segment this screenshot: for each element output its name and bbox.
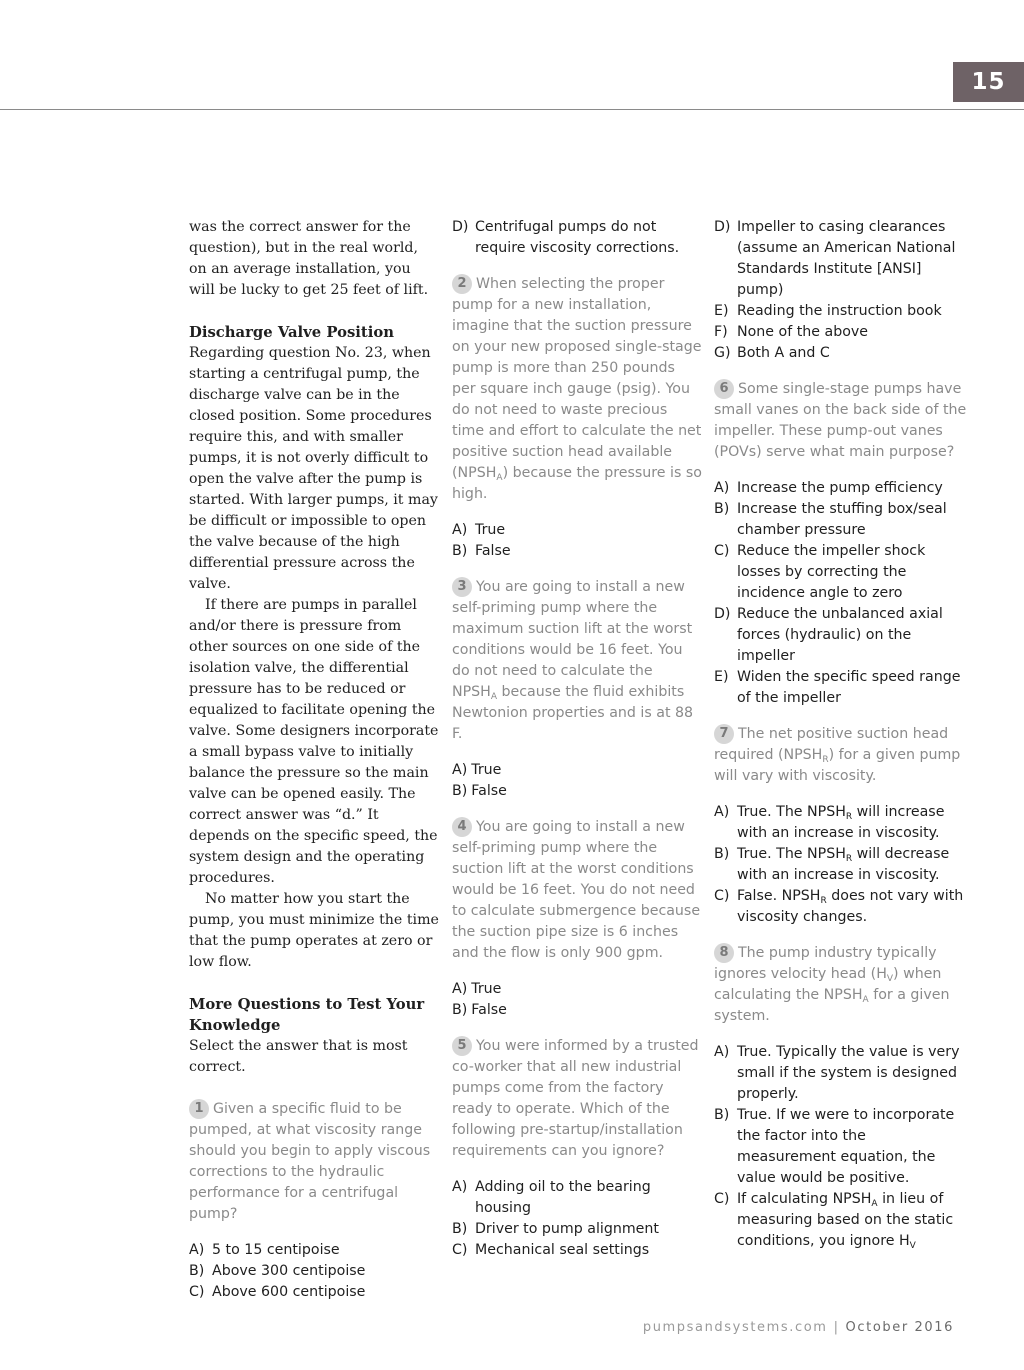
option [714, 217, 969, 301]
question-7 [714, 724, 969, 787]
option-text: Centrifugal pumps do not require viscosity corrections. [475, 219, 680, 256]
subscript: R [845, 812, 853, 822]
option [452, 520, 702, 541]
option-text: Increase the stuffing box/seal chamber pressure [737, 501, 947, 538]
question-number-badge: 7 [714, 724, 734, 744]
question-number-badge: 2 [452, 274, 472, 294]
option-text: Reading the instruction book [737, 303, 942, 319]
column-2 [452, 217, 702, 1261]
option-text: Reduce the unbalanced axial forces (hydraulic) on the impeller [737, 606, 943, 664]
page-footer [600, 1320, 954, 1335]
question-1-options [189, 1240, 439, 1303]
option [452, 1177, 702, 1219]
question-3-options [452, 760, 702, 802]
option-text: 5 to 15 centipoise [212, 1242, 340, 1258]
column-3 [714, 217, 969, 1252]
question-text: ) for a given pump will vary with viscosity. [714, 747, 961, 784]
question-text: You are going to install a new self-priming pump where the maximum suction lift at the worst conditions would be 16 feet. You do not need to calculate the NPSH [452, 579, 693, 700]
option [714, 343, 969, 364]
footer-date: October 2016 [845, 1320, 954, 1335]
option-letter: B) [452, 543, 468, 559]
option-text: Widen the specific speed range of the impeller [737, 669, 961, 706]
option [452, 760, 702, 781]
question-8-options [714, 1042, 969, 1252]
question-text: You are going to install a new self-priming pump where the suction lift at the worst conditions would be 16 feet. You do not need to calculate submergence because the suction pipe size is 6 inches and the flow is only 900 gpm. [452, 819, 701, 961]
option-letter: A) [452, 1179, 468, 1195]
option-text: Above 600 centipoise [212, 1284, 366, 1300]
question-number-badge: 1 [189, 1099, 209, 1119]
subscript: V [886, 974, 894, 984]
option [714, 802, 969, 844]
question-text: Some single-stage pumps have small vanes on the back side of the impeller. These pump-out vanes (POVs) serve what main purpose? [714, 381, 967, 460]
option-letter: C) [714, 543, 730, 559]
option-letter: B) [714, 1107, 730, 1123]
option [452, 781, 702, 802]
option-letter: D) [452, 219, 469, 235]
question-text: because the fluid exhibits Newtonion properties and is at 88 F. [452, 684, 694, 742]
option [714, 667, 969, 709]
question-text: ) when calculating the NPSH [714, 966, 942, 1003]
subscript: V [909, 1241, 916, 1251]
question-2-options [452, 520, 702, 562]
option [714, 1105, 969, 1189]
option-text: True. The NPSH [737, 846, 846, 862]
question-6-options [714, 478, 969, 709]
option [714, 886, 969, 928]
option-letter: B) [452, 1002, 468, 1018]
option-text: If calculating NPSH [737, 1191, 872, 1207]
option-text: Reduce the impeller shock losses by correcting the incidence angle to zero [737, 543, 926, 601]
option-letter: A) [189, 1242, 205, 1258]
option-text: False [475, 543, 511, 559]
option-text: True [471, 981, 502, 997]
question-1 [189, 1099, 439, 1225]
option-text: True. The NPSH [737, 804, 846, 820]
option-text: Increase the pump efficiency [737, 480, 943, 496]
option [452, 979, 702, 1000]
subscript: A [862, 995, 869, 1005]
option-letter: D) [714, 606, 731, 622]
question-4 [452, 817, 702, 964]
subscript: A [871, 1199, 878, 1209]
option [714, 301, 969, 322]
option-letter: C) [714, 1191, 730, 1207]
option-text: Both A and C [737, 345, 830, 361]
option-text: Above 300 centipoise [212, 1263, 366, 1279]
footer-site: pumpsandsystems.com [642, 1320, 828, 1335]
question-text: for a given system. [714, 987, 950, 1024]
question-2 [452, 274, 702, 505]
section-heading: Discharge Valve Position [189, 324, 394, 341]
option-text: in lieu of measuring based on the static conditions, you ignore H [737, 1191, 954, 1249]
option-text: will decrease with an increase in viscosity. [737, 846, 950, 883]
question-1-options-continued [452, 217, 702, 259]
option-letter: B) [452, 1221, 468, 1237]
option [714, 499, 969, 541]
question-7-options [714, 802, 969, 928]
option-letter: A) [452, 762, 468, 778]
column-1 [189, 217, 439, 1303]
option-text: False [471, 1002, 507, 1018]
option-letter: E) [714, 303, 729, 319]
option-letter: A) [452, 522, 468, 538]
section-heading: More Questions to Test Your Knowledge [189, 996, 425, 1034]
option-letter: B) [189, 1263, 205, 1279]
option-text: None of the above [737, 324, 869, 340]
option-text: will increase with an increase in viscosity. [737, 804, 945, 841]
question-text: The net positive suction head required (NPSH [714, 726, 949, 763]
option [452, 1000, 702, 1021]
question-text: You were informed by a trusted co-worker that all new industrial pumps come from the factory ready to operate. Which of the following pre-startup/installation requirements can you ignore? [452, 1038, 699, 1159]
option-letter: A) [452, 981, 468, 997]
option-letter: B) [714, 846, 730, 862]
option-letter: A) [714, 480, 730, 496]
paragraph: Regarding question No. 23, when starting a centrifugal pump, the discharge valve can be in the closed position. Some procedures require this, and with smaller pumps, it is not overly difficult to open the valve after the pump is started. With larger pumps, it may be difficult or impossible to open the valve because of the high differential pressure across the valve. [189, 345, 438, 592]
option [189, 1261, 439, 1282]
paragraph: Select the answer that is most correct. [189, 1038, 408, 1075]
option-text: False. NPSH [737, 888, 821, 904]
page-number-badge: 15 [953, 62, 1024, 102]
question-number-badge: 6 [714, 379, 734, 399]
subscript: R [845, 854, 853, 864]
option [714, 604, 969, 667]
option [452, 541, 702, 562]
option-letter: C) [452, 1242, 468, 1258]
option [714, 478, 969, 499]
question-number-badge: 3 [452, 577, 472, 597]
option [452, 1219, 702, 1240]
option-letter: C) [189, 1284, 205, 1300]
option-text: Adding oil to the bearing housing [475, 1179, 651, 1216]
question-5-options [452, 1177, 702, 1261]
option-letter: B) [452, 783, 468, 799]
option-text: True [475, 522, 506, 538]
question-6 [714, 379, 969, 463]
option-text: Impeller to casing clearances (assume an American National Standards Institute [ANSI] pump) [737, 219, 956, 298]
subscript: R [822, 755, 829, 765]
option-letter: D) [714, 219, 731, 235]
option-text: False [471, 783, 507, 799]
option [452, 1240, 702, 1261]
option-text: True [471, 762, 502, 778]
option-text: Mechanical seal settings [475, 1242, 650, 1258]
question-number-badge: 4 [452, 817, 472, 837]
option [714, 844, 969, 886]
option-letter: B) [714, 501, 730, 517]
option-letter: F) [714, 324, 728, 340]
question-number-badge: 5 [452, 1036, 472, 1056]
option-letter: G) [714, 345, 731, 361]
option [714, 541, 969, 604]
option [189, 1240, 439, 1261]
question-5-options-continued [714, 217, 969, 364]
option-text: True. If we were to incorporate the factor into the measurement equation, the value would be positive. [737, 1107, 955, 1186]
option-letter: C) [714, 888, 730, 904]
option [189, 1282, 439, 1303]
question-text: Given a specific fluid to be pumped, at what viscosity range should you begin to apply viscous corrections to the hydraulic performance for a centrifugal pump? [189, 1101, 431, 1222]
option-text: Driver to pump alignment [475, 1221, 659, 1237]
option [714, 1189, 969, 1252]
option-text: True. Typically the value is very small if the system is designed properly. [737, 1044, 960, 1102]
option [714, 1042, 969, 1105]
question-3 [452, 577, 702, 745]
question-8 [714, 943, 969, 1027]
subscript: R [820, 896, 827, 906]
question-text: ) because the pressure is so high. [452, 465, 702, 502]
option-letter: E) [714, 669, 729, 685]
subscript: A [490, 692, 498, 702]
paragraph: was the correct answer for the question), but in the real world, on an average installation, you will be lucky to get 25 feet of lift. [189, 219, 429, 298]
option [452, 217, 702, 259]
paragraph: If there are pumps in parallel and/or there is pressure from other sources on one side of the isolation valve, the differential pressure has to be reduced or equalized to facilitate opening the valve. Some designers incorporate a small bypass valve to initially balance the pressure so the main valve can be opened easily. The correct answer was “d.” It depends on the specific speed, the system design and the operating procedures. [189, 597, 439, 886]
question-text: The pump industry typically ignores velocity head (H [714, 945, 937, 982]
question-4-options [452, 979, 702, 1021]
option-letter: A) [714, 1044, 730, 1060]
footer-separator: | [833, 1320, 840, 1335]
option [714, 322, 969, 343]
option-letter: A) [714, 804, 730, 820]
header-rule [0, 109, 1024, 110]
question-5 [452, 1036, 702, 1162]
subscript: A [496, 473, 503, 483]
question-text: When selecting the proper pump for a new installation, imagine that the suction pressure on your new proposed single-stage pump is more than 250 pounds per square inch gauge (psig). You do not need to waste precious time and effort to calculate the net positive suction head available (NPSH [452, 276, 702, 481]
option-text: does not vary with viscosity changes. [737, 888, 964, 925]
paragraph: No matter how you start the pump, you must minimize the time that the pump operates at zero or low flow. [189, 891, 439, 970]
question-number-badge: 8 [714, 943, 734, 963]
